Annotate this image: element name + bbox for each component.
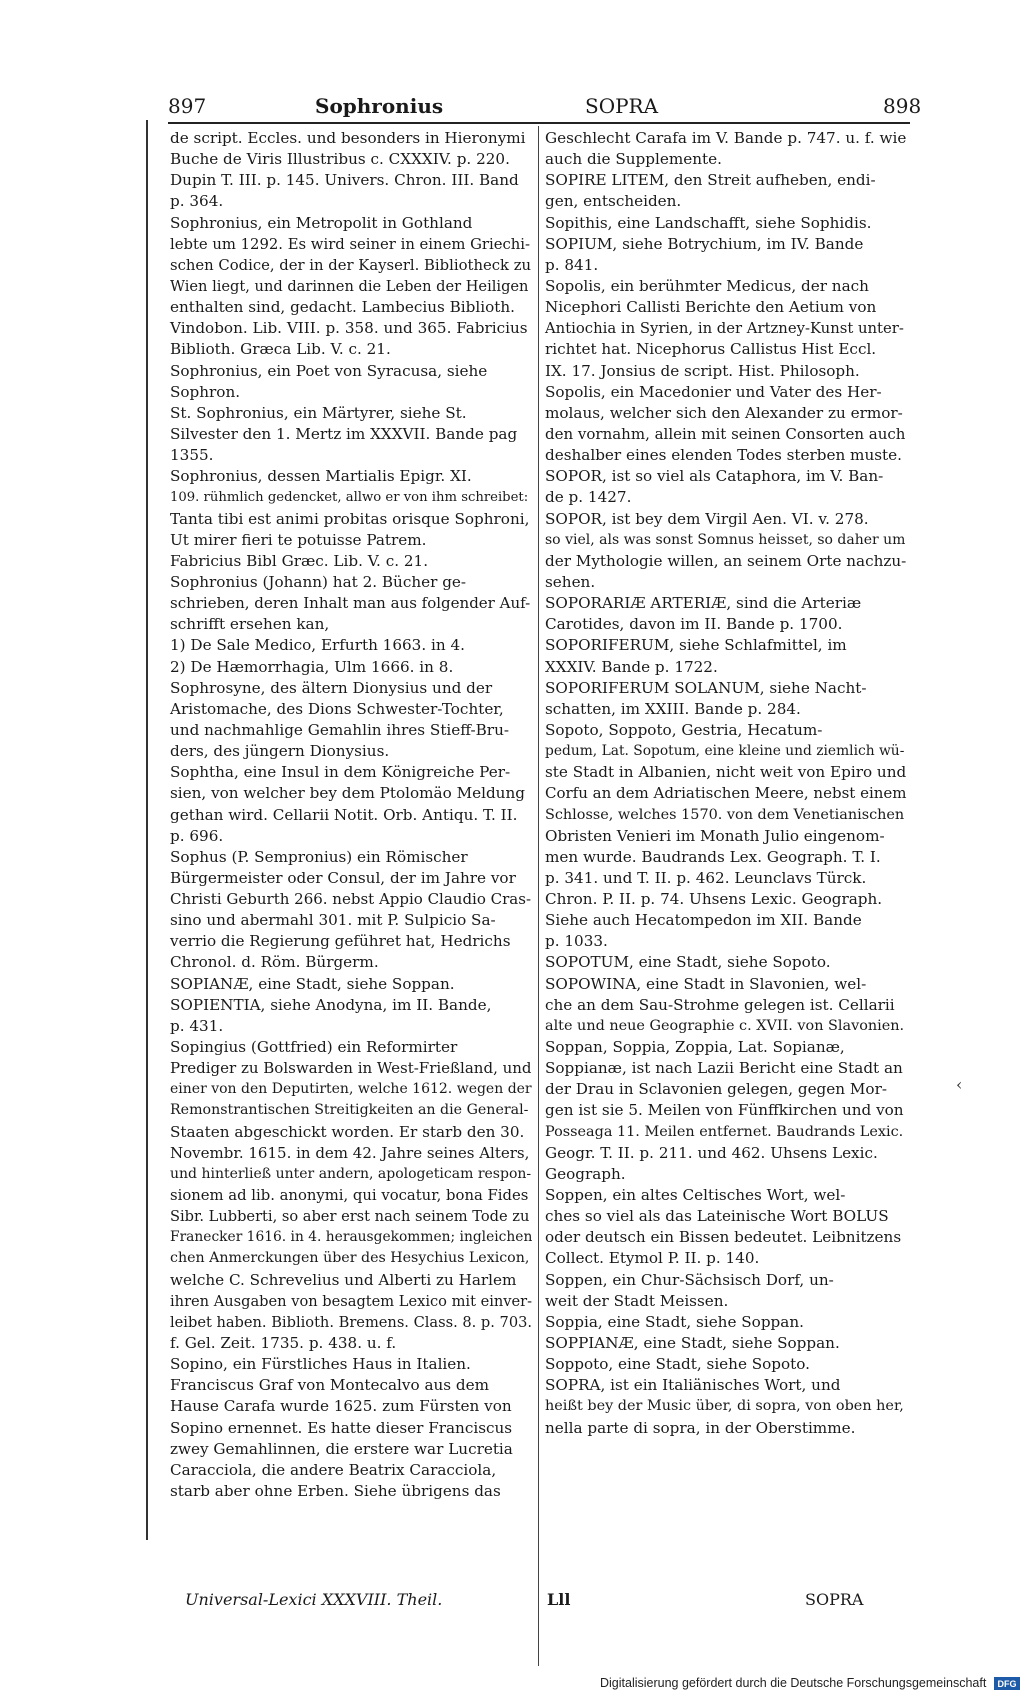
right-column-line: pedum, Lat. Sopotum, eine kleine und ziemlich wü- xyxy=(545,743,905,760)
right-column-line: SOPRA, ist ein Italiänisches Wort, und xyxy=(545,1376,841,1395)
svg-text:DFG: DFG xyxy=(997,1679,1017,1690)
right-column-line: ches so viel als das Lateinische Wort BOLUS xyxy=(545,1207,889,1226)
left-column-line: Fabricius Bibl Græc. Lib. V. c. 21. xyxy=(170,551,429,570)
left-column-line: Remonstrantischen Streitigkeiten an die General- xyxy=(170,1102,529,1119)
left-column-line: de script. Eccles. und besonders in Hieronymi xyxy=(170,129,526,147)
left-column-line: sien, von welcher bey dem Ptolomäo Meldung xyxy=(170,784,525,803)
right-column-line: SOPOR, ist bey dem Virgil Aen. VI. v. 278. xyxy=(545,509,869,528)
left-column-line: Dupin T. III. p. 145. Univers. Chron. III. Band xyxy=(170,171,519,190)
right-column-line: Schlosse, welches 1570. von dem Venetianischen xyxy=(545,806,905,823)
right-column-line: sehen. xyxy=(545,572,596,591)
right-column-line: Sopolis, ein berühmter Medicus, der nach xyxy=(545,276,869,295)
right-column-line: SOPORARIÆ ARTERIÆ, sind die Arteriæ xyxy=(545,594,862,613)
right-page-number: 898 xyxy=(883,94,922,118)
footer-volume-title: Universal-Lexici XXXVIII. Theil. xyxy=(185,1590,443,1609)
right-column-line: ste Stadt in Albanien, nicht weit von Epiro und xyxy=(545,763,907,782)
left-column-line: ihren Ausgaben von besagtem Lexico mit einver- xyxy=(170,1292,533,1310)
right-column-line: Carotides, davon im II. Bande p. 1700. xyxy=(545,615,843,634)
right-column-line: Soppianæ, ist nach Lazii Bericht eine Stadt an xyxy=(545,1059,903,1078)
right-column-line: SOPOR, ist so viel als Cataphora, im V. Ban- xyxy=(545,467,884,486)
left-column-line: Prediger zu Bolswarden in West-Frießland, und xyxy=(170,1059,532,1078)
left-column-line: welche C. Schrevelius und Alberti zu Harlem xyxy=(170,1270,517,1289)
right-column-line: Chron. P. II. p. 74. Uhsens Lexic. Geograph. xyxy=(545,890,883,909)
right-column-line: Antiochia in Syrien, in der Artzney-Kunst unter- xyxy=(545,320,904,338)
binding-edge xyxy=(146,120,148,1540)
left-column-line: zwey Gemahlinnen, die erstere war Lucretia xyxy=(170,1439,513,1458)
right-column-line: gen, entscheiden. xyxy=(545,192,682,211)
right-column-line: Soppoto, eine Stadt, siehe Sopoto. xyxy=(545,1355,810,1374)
right-column-line: molaus, welcher sich den Alexander zu ermor- xyxy=(545,403,903,422)
right-column-line: Posseaga 11. Meilen entfernet. Baudrands Lexic. xyxy=(545,1123,904,1140)
right-column-line: Geschlecht Carafa im V. Bande p. 747. u. f. wie xyxy=(545,129,907,147)
left-column-line: Hause Carafa wurde 1625. zum Fürsten von xyxy=(170,1397,512,1416)
dfg-logo-icon xyxy=(994,1677,1020,1690)
left-column-line: einer von den Deputirten, welche 1612. wegen der xyxy=(170,1081,532,1098)
left-column-line: SOPIANÆ, eine Stadt, siehe Soppan. xyxy=(170,974,455,993)
right-column-line: Geograph. xyxy=(545,1164,626,1183)
right-column-line: de p. 1427. xyxy=(545,488,632,507)
left-column-line: p. 431. xyxy=(170,1016,224,1035)
left-column-line: Tanta tibi est animi probitas orisque Sophroni, xyxy=(170,509,530,528)
left-column-line: sionem ad lib. anonymi, qui vocatur, bona Fides xyxy=(170,1187,529,1205)
right-column-line: gen ist sie 5. Meilen von Fünffkirchen und von xyxy=(545,1101,904,1120)
credit-text: Digitalisierung gefördert durch die Deutsche Forschungsgemeinschaft xyxy=(600,1676,987,1690)
left-column-line: 2) De Hæmorrhagia, Ulm 1666. in 8. xyxy=(170,657,454,676)
left-column-line: enthalten sind, gedacht. Lambecius Biblioth. xyxy=(170,298,515,317)
left-column-line: und hinterließ unter andern, apologeticam respon- xyxy=(170,1165,532,1182)
left-column-line: starb aber ohne Erben. Siehe übrigens das xyxy=(170,1482,501,1500)
left-column-line: Sophrosyne, des ältern Dionysius und der xyxy=(170,678,493,697)
left-column-line: und nachmahlige Gemahlin ihres Stieff-Bru- xyxy=(170,720,509,739)
right-column-line: Corfu an dem Adriatischen Meere, nebst einem xyxy=(545,784,907,803)
left-column-line: Franecker 1616. in 4. herausgekommen; ingleichen xyxy=(170,1229,533,1246)
left-column-line: Sophronius, dessen Martialis Epigr. XI. xyxy=(170,467,472,486)
left-column-line: Wien liegt, und darinnen die Leben der Heiligen xyxy=(170,277,529,295)
right-column-line: nella parte di sopra, in der Oberstimme. xyxy=(545,1418,856,1437)
left-column-line: St. Sophronius, ein Märtyrer, siehe St. xyxy=(170,403,467,422)
left-column-line: Sopingius (Gottfried) ein Reformirter xyxy=(170,1038,458,1057)
right-column-line: weit der Stadt Meissen. xyxy=(545,1291,729,1310)
right-column-line: p. 841. xyxy=(545,255,599,274)
right-column-line: der Drau in Sclavonien gelegen, gegen Mor- xyxy=(545,1080,887,1099)
left-column-line: sino und abermahl 301. mit P. Sulpicio Sa- xyxy=(170,911,496,930)
left-column-line: schen Codice, der in der Kayserl. Bibliotheck zu xyxy=(170,256,532,274)
left-column-line: Sopino, ein Fürstliches Haus in Italien. xyxy=(170,1355,471,1374)
left-column-line: 109. rühmlich gedencket, allwo er von ihm schreibet: xyxy=(170,490,529,506)
right-column-line: SOPOTUM, eine Stadt, siehe Sopoto. xyxy=(545,953,831,972)
left-column-line: 1) De Sale Medico, Erfurth 1663. in 4. xyxy=(170,636,465,655)
right-column-line: schatten, im XXIII. Bande p. 284. xyxy=(545,699,801,718)
right-column-line: Nicephori Callisti Berichte den Aetium von xyxy=(545,298,877,317)
left-column-line: gethan wird. Cellarii Notit. Orb. Antiqu. T. II. xyxy=(170,805,518,824)
right-column-line: Soppen, ein altes Celtisches Wort, wel- xyxy=(545,1186,846,1205)
right-column-line: men wurde. Baudrands Lex. Geograph. T. I. xyxy=(545,847,881,866)
left-column-line: Buche de Viris Illustribus c. CXXXIV. p. 220. xyxy=(170,150,510,169)
left-column-line: p. 364. xyxy=(170,192,224,211)
left-column-line: Caracciola, die andere Beatrix Caracciola, xyxy=(170,1460,497,1479)
column-divider xyxy=(538,126,539,1666)
margin-mark: ‹ xyxy=(956,1075,963,1094)
right-column-line: auch die Supplemente. xyxy=(545,150,722,169)
left-column-line: Sibr. Lubberti, so aber erst nach seinem Tode zu xyxy=(170,1208,530,1226)
right-column-line: Soppan, Soppia, Zoppia, Lat. Sopianæ, xyxy=(545,1038,845,1057)
left-page-number: 897 xyxy=(168,94,207,118)
left-column-line: schrieben, deren Inhalt man aus folgender Auf- xyxy=(170,594,531,613)
right-column-line: XXXIV. Bande p. 1722. xyxy=(545,657,718,676)
left-column-line: chen Anmerckungen über des Hesychius Lexicon, xyxy=(170,1250,530,1267)
left-column-line: Sophronius (Johann) hat 2. Bücher ge- xyxy=(170,572,467,591)
right-column-line: SOPORIFERUM SOLANUM, siehe Nacht- xyxy=(545,678,867,697)
left-column-line: Bürgermeister oder Consul, der im Jahre vor xyxy=(170,868,516,887)
right-column-line: Sopoto, Soppoto, Gestria, Hecatum- xyxy=(545,720,823,739)
footer-catchword: SOPRA xyxy=(805,1590,864,1609)
right-column-line: p. 341. und T. II. p. 462. Leunclavs Türck. xyxy=(545,868,867,887)
right-column-line: deshalber eines elenden Todes sterben muste. xyxy=(545,446,902,465)
left-running-title: Sophronius xyxy=(315,94,444,118)
left-column-line: Aristomache, des Dions Schwester-Tochter, xyxy=(170,699,504,718)
left-column-line: Biblioth. Græca Lib. V. c. 21. xyxy=(170,340,391,359)
right-column-line: richtet hat. Nicephorus Callistus Hist Eccl. xyxy=(545,340,877,359)
left-column-line: Sophronius, ein Poet von Syracusa, siehe xyxy=(170,361,488,380)
right-column-line: p. 1033. xyxy=(545,932,608,951)
right-column-line: SOPPIANÆ, eine Stadt, siehe Soppan. xyxy=(545,1334,840,1353)
right-column-line: oder deutsch ein Bissen bedeutet. Leibnitzens xyxy=(545,1228,902,1247)
left-column-line: Franciscus Graf von Montecalvo aus dem xyxy=(170,1376,490,1395)
right-column-line: den vornahm, allein mit seinen Consorten auch xyxy=(545,424,906,443)
left-column-line: Staaten abgeschickt worden. Er starb den 30. xyxy=(170,1122,525,1141)
right-column xyxy=(545,128,907,1439)
right-column-line: SOPIUM, siehe Botrychium, im IV. Bande xyxy=(545,234,864,253)
left-column-line: 1355. xyxy=(170,446,214,465)
left-column-line: Sophus (P. Sempronius) ein Römischer xyxy=(170,847,468,866)
right-column-line: Siehe auch Hecatompedon im XII. Bande xyxy=(545,911,862,930)
header-rule xyxy=(168,122,910,124)
right-column-line: SOPOWINA, eine Stadt in Slavonien, wel- xyxy=(545,974,867,993)
left-column-line: Chronol. d. Röm. Bürgerm. xyxy=(170,953,379,972)
footer-signature: Lll xyxy=(547,1590,571,1609)
right-column-line: SOPORIFERUM, siehe Schlafmittel, im xyxy=(545,636,847,655)
right-column-line: Geogr. T. II. p. 211. und 462. Uhsens Lexic. xyxy=(545,1143,878,1162)
right-column-line: Collect. Etymol P. II. p. 140. xyxy=(545,1249,760,1268)
left-column-line: Sophtha, eine Insul in dem Königreiche Per- xyxy=(170,763,511,782)
right-column-line: Obristen Venieri im Monath Julio eingenom- xyxy=(545,826,885,845)
left-column-line: f. Gel. Zeit. 1735. p. 438. u. f. xyxy=(170,1334,397,1353)
left-column-line: Ut mirer fieri te potuisse Patrem. xyxy=(170,530,427,549)
left-column-line: Silvester den 1. Mertz im XXXVII. Bande pag xyxy=(170,424,518,443)
right-column-line: alte und neue Geographie c. XVII. von Slavonien. xyxy=(545,1017,905,1034)
left-column-line: SOPIENTIA, siehe Anodyna, im II. Bande, xyxy=(170,995,492,1014)
left-column-line: Sopino ernennet. Es hatte dieser Franciscus xyxy=(170,1418,513,1437)
right-column-line: Sopolis, ein Macedonier und Vater des Her- xyxy=(545,382,882,401)
right-column-line: der Mythologie willen, an seinem Orte nachzu- xyxy=(545,551,907,570)
left-column-line: p. 696. xyxy=(170,826,224,845)
left-column-line: leibet haben. Biblioth. Bremens. Class. 8. p. 703. xyxy=(170,1313,533,1331)
digitization-credit xyxy=(600,1675,1017,1691)
left-column-line: Vindobon. Lib. VIII. p. 358. und 365. Fabricius xyxy=(170,319,528,338)
left-column-line: verrio die Regierung geführet hat, Hedrichs xyxy=(170,932,511,951)
right-column-line: IX. 17. Jonsius de script. Hist. Philosoph. xyxy=(545,361,860,380)
right-column-line: Soppia, eine Stadt, siehe Soppan. xyxy=(545,1312,804,1331)
right-column-line: heißt bey der Music über, di sopra, von oben her, xyxy=(545,1398,904,1415)
left-column-line: Sophronius, ein Metropolit in Gothland xyxy=(170,213,473,232)
right-column-line: che an dem Sau-Strohme gelegen ist. Cellarii xyxy=(545,995,895,1014)
right-running-title: SOPRA xyxy=(585,94,659,118)
right-column-line: so viel, als was sonst Somnus heisset, so daher um xyxy=(545,531,906,548)
right-column-line: SOPIRE LITEM, den Streit aufheben, endi- xyxy=(545,171,876,190)
left-column-line: ders, des jüngern Dionysius. xyxy=(170,742,390,761)
right-column-line: Sopithis, eine Landschafft, siehe Sophidis. xyxy=(545,213,872,232)
right-column-line: Soppen, ein Chur-Sächsisch Dorf, un- xyxy=(545,1270,834,1289)
left-column-line: Novembr. 1615. in dem 42. Jahre seines Alters, xyxy=(170,1143,530,1162)
left-column-line: lebte um 1292. Es wird seiner in einem Griechi- xyxy=(170,235,530,253)
left-column-line: schrifft ersehen kan, xyxy=(170,615,330,634)
left-column xyxy=(170,128,532,1502)
left-column-line: Sophron. xyxy=(170,382,241,401)
left-column-line: Christi Geburth 266. nebst Appio Claudio Cras- xyxy=(170,890,532,909)
